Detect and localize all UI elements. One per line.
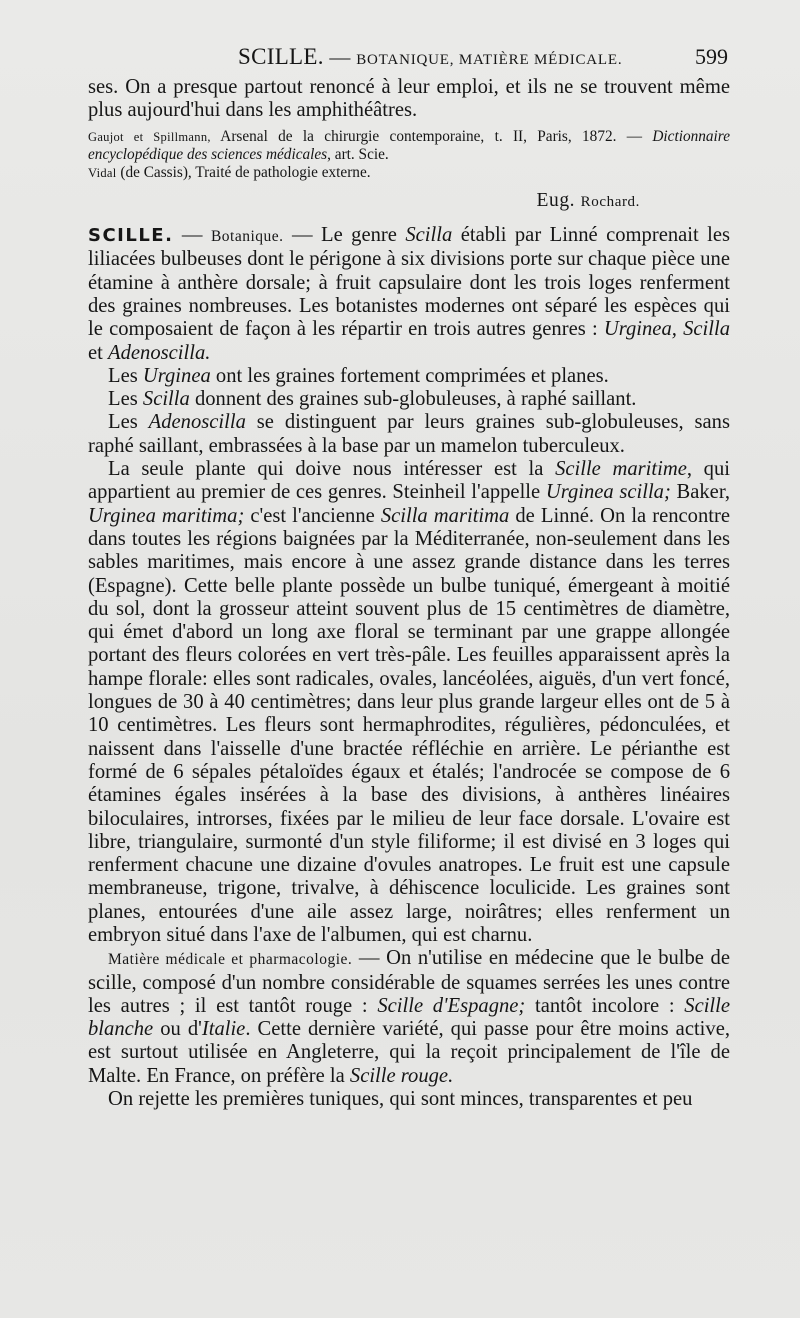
p2-italic: Urginea: [142, 364, 211, 387]
p1-text-et: et: [88, 341, 109, 364]
running-title-dash: —: [329, 45, 351, 69]
signature-first: Eug.: [536, 190, 576, 212]
continuation-paragraph: ses. On a presque partout renoncé à leur emploi, et ils ne se trouvent même plus aujourd'hui dans les amphithéâtres.: [88, 76, 730, 122]
reference-2-text: (de Cassis), Traité de pathologie externe.: [116, 163, 371, 181]
p4-text-a: Les: [108, 411, 149, 434]
p5-text-b: , qui appartient au premier de ces genres. Steinheil l'appelle: [88, 458, 730, 504]
running-title-main: SCILLE.: [238, 44, 324, 69]
p5-text-e: de Linné. On la rencontre dans toutes les régions baignées par la Méditerranée, non-seulement dans les sables maritimes, mais encore à une assez grande distance dans les terres (Espagne). Cette belle plante possède un bulbe tuniqué, émergeant à moitié du sol, dont la grosseur atteint souvent plus de 15 centimètres de diamètre, qui émet d'abord un long axe floral se terminant par une grappe allongée portant des fleurs colorées en vert très-pâle. Les feuilles apparaissent après la hampe florale: elles sont radicales, ovales, lancéolées, aiguës, d'un vert foncé, longues de 30 à 40 centimètres; dans leur plus grande largeur elles ont de 5 à 10 centimètres. Les fleurs sont hermaphrodites, régulières, pédonculées, et naissent dans l'aisselle d'une bractée réfléchie en arrière. Le périanthe est formé de 6 sépales pétaloïdes égaux et étalés; l'androcée se compose de 6 étamines égales insérées à la base des divisions, à anthères linéaires biloculaires, introrses, fixées par le milieu de leur face dorsale. L'ovaire est libre, triangulaire, surmonté d'un style filiforme; il est divisé en 3 loges qui renferment chacune une dizaine d'ovules anatropes. Le fruit est une capsule membraneuse, trigone, trivalve, à déhiscence loculicide. Les graines sont planes, entourées d'une aile assez large, noirâtres; elles renferment un embryon situé dans l'axe de l'albumen, qui est charnu.: [88, 504, 730, 946]
p5-italic-scille-maritime: Scille maritime: [555, 458, 687, 481]
materia-medica-heading: Matière médicale et pharmacologie.: [108, 951, 353, 969]
p5-text-d: c'est l'ancienne: [244, 504, 381, 527]
reference-2-authors: Vidal: [88, 165, 117, 180]
entry-paragraph-4: [88, 411, 730, 458]
author-signature: [88, 190, 730, 212]
reference-1-text: Arsenal de la chirurgie contemporaine, t. II, Paris, 1872. —: [210, 127, 653, 145]
entry-headword: SCILLE.: [88, 225, 174, 247]
p2-text-b: ont les graines fortement comprimées et planes.: [210, 364, 609, 387]
reference-1-authors: Gaujot et Spillmann,: [88, 129, 211, 144]
p1-text-a: Le genre: [321, 224, 406, 247]
entry-dash-2: —: [283, 224, 322, 247]
mm-italic-italie: Italie: [201, 1018, 246, 1041]
mm-text-d: . Cette dernière variété, qui passe pour être moins active, est surtout utilisée en Angleterre, qui la reçoit principalement de l'île de Malte. En France, on préfère la: [88, 1018, 730, 1087]
reference-1: [88, 128, 730, 164]
p1-italic-adenoscilla: Adenoscilla.: [108, 341, 211, 364]
p3-italic: Scilla: [142, 388, 190, 411]
entry-section-label: Botanique.: [210, 228, 284, 246]
reference-2: [88, 164, 730, 183]
mm-italic-scille-rouge: Scille rouge.: [349, 1064, 454, 1087]
p3-text-b: donnent des graines sub-globuleuses, à raphé saillant.: [189, 388, 637, 411]
p4-text-b: se distinguent par leurs graines sub-globuleuses, sans raphé saillant, embrassées à la base par un mamelon tuberculeux.: [88, 411, 730, 457]
page-number: 599: [695, 44, 728, 69]
mm-text-b: tantôt incolore :: [525, 994, 685, 1017]
reference-1-title: Dictionnaire encyclopédique des sciences médicales: [88, 127, 730, 164]
mm-italic-scille-espagne: Scille d'Espagne;: [377, 994, 526, 1017]
text-column: [88, 76, 730, 1111]
entry-dash-1: —: [173, 224, 211, 247]
mm-text-c: ou d': [153, 1018, 202, 1041]
p5-italic-urginea-scilla: Urginea scilla;: [545, 481, 671, 504]
running-title: [238, 44, 622, 70]
entry-paragraph-1: [88, 224, 730, 365]
p1-italic-genera: Urginea, Scilla: [603, 318, 731, 341]
materia-medica-paragraph: [88, 947, 730, 1088]
final-line: On rejette les premières tuniques, qui sont minces, transparentes et peu: [108, 1088, 693, 1111]
signature-last: Rochard.: [580, 194, 640, 211]
mm-text-a: — On n'utilise en médecine que le bulbe de scille, composé d'un nombre considérable de squames serrées les unes contre les autres ; il est tantôt rouge :: [88, 947, 730, 1017]
p1-text-b: établi par Linné comprenait les liliacées bulbeuses dont le périgone à six divisions porte sur chaque pièce une étamine à anthère dorsale; à fruit capsulaire dont les trois loges renferment des graines nombreuses. Les botanistes modernes ont séparé les espèces qui le composaient de façon à les répartir en trois autres genres :: [88, 224, 731, 341]
p5-italic-scilla-maritima: Scilla maritima: [380, 504, 510, 527]
mm-italic-scille-blanche: Scille blanche: [88, 994, 731, 1041]
p4-italic: Adenoscilla: [148, 411, 246, 434]
reference-1-tail: , art. Scie.: [327, 146, 389, 164]
entry-paragraph-2: [88, 365, 730, 388]
p5-italic-urginea-maritima: Urginea maritima;: [88, 504, 245, 527]
p5-text-a: La seule plante qui doive nous intéresser est la: [108, 458, 556, 481]
running-title-sub: BOTANIQUE, MATIÈRE MÉDICALE.: [356, 52, 623, 68]
entry-paragraph-5: [88, 458, 730, 947]
entry-paragraph-3: [88, 388, 730, 411]
p2-text-a: Les: [108, 364, 143, 387]
p1-italic-scilla: Scilla: [405, 224, 453, 247]
running-header: [88, 42, 738, 72]
p5-text-c: Baker,: [670, 481, 730, 504]
p3-text-a: Les: [108, 388, 143, 411]
